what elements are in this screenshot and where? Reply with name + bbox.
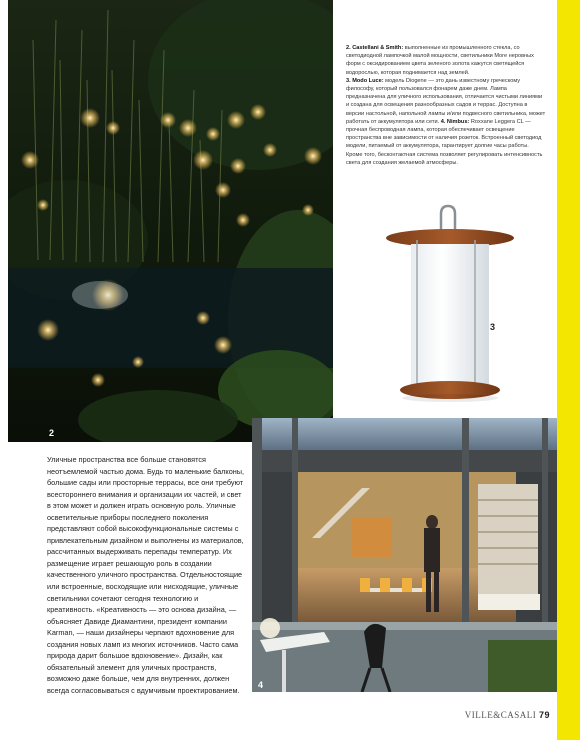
caption-item2-text: выполненные из промышленного стекла, со светодиодной лампочкой малой мощности, светильники More неровных форм с оксидированием цвета зеленого золота кажутся светящейся водорослью, которая поднимается над землей.	[346, 45, 534, 76]
figure-number-4: 4	[258, 680, 264, 690]
caption-item3-title: 3. Modo Luce:	[346, 77, 384, 84]
article-body: Уличные пространства все больше становятся неотъемлемой частью дома. Будь то маленькие балконы, большие сады или просторные террасы, все они требуют всестороннего внимания и организации их частей, и свет в этом может и должен играть основную роль. Уличные осветительные приборы последнего поколения представляют собой высокофункциональные системы с привлекательным дизайном и выполнены из материалов, рассчитанных выдерживать перепады температур. Их размещение играет решающую роль в создании качественного уличного пространства. Отдельностоящие или встроенные, восходящие или нисходящие, уличные светильники сочетают сегодня технологию и креативность. «Креативность — это основа дизайна, — объясняет Давиде Диамантини, президент компании Karman, — наши дизайнеры черпают вдохновение для создания новых ламп из многих источников. Часто сама природа дарит большое вдохновение». Дизайн, как обязательный элемент для уличных пространств, возможно даже больше, чем для внутренних, должен всегда согласовываться с вдумчивым проектированием.	[47, 455, 245, 695]
house-illustration	[252, 418, 557, 692]
accent-strip	[557, 0, 580, 740]
page-footer	[465, 710, 550, 720]
caption-item4-text: Roxxane Leggera CL — прочная беспроводная лампа, которая обеспечивает освещение пространства вне зависимости от наличия розеток. Встроенный светодиод модели, питаемый от аккумулятора, гарантирует долгие часы работы. Кроме того, бесконтактная система позволяет регулировать интенсивность света для создания желаемой атмосферы.	[346, 118, 543, 166]
photo-house-dusk	[252, 418, 557, 692]
caption-item2-title: 2. Castellani & Smith:	[346, 45, 404, 51]
caption-item3-text: модель Diogene — это дань известному греческому философу, который пользовался фонарем даже днем. Лампа предназначена для уличного использования, отличается чистыми линиями и создана для освещения разнообразных садов и террас. Доступна в версии настольной, напольной лампы и/или подвесного светильника, может работать от аккумулятора или сети.	[346, 77, 546, 125]
magazine-name: VILLE&CASALI	[464, 710, 537, 720]
garden-illustration	[8, 0, 333, 442]
caption-block	[346, 44, 546, 167]
caption-item4-title: 4. Nimbus:	[440, 118, 470, 125]
photo-garden-lights	[8, 0, 333, 442]
figure-number-3: 3	[490, 322, 496, 332]
figure-number-2: 2	[49, 428, 55, 438]
page-number: 79	[538, 710, 550, 720]
